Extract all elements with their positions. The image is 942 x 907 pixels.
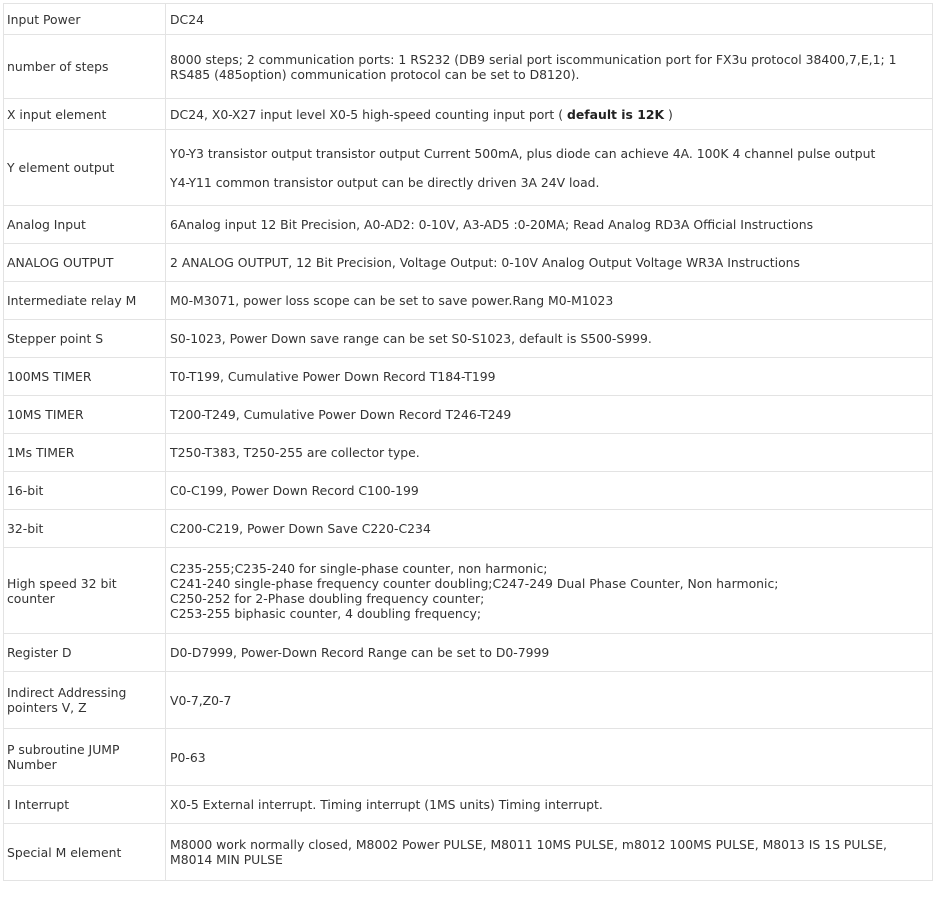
row-value xyxy=(166,396,933,434)
line-gap xyxy=(170,161,929,175)
table-row xyxy=(4,672,933,729)
row-label: 10MS TIMER xyxy=(4,396,166,434)
row-value xyxy=(166,358,933,396)
value-line: DC24 xyxy=(170,11,204,27)
value-line: C241-240 single-phase frequency counter doubling;C247-249 Dual Phase Counter, Non harmonic; xyxy=(170,575,779,591)
table-row xyxy=(4,99,933,130)
row-value xyxy=(166,434,933,472)
value-line: C0-C199, Power Down Record C100-199 xyxy=(170,483,419,498)
value-line: T250-T383, T250-255 are collector type. xyxy=(170,445,420,460)
row-label: Y element output xyxy=(4,130,166,206)
row-value xyxy=(166,320,933,358)
table-row xyxy=(4,510,933,548)
row-label: Intermediate relay M xyxy=(4,282,166,320)
row-value xyxy=(166,282,933,320)
row-value xyxy=(166,786,933,824)
value-line: P0-63 xyxy=(170,749,206,765)
row-label: Input Power xyxy=(4,4,166,35)
value-line: X0-5 External interrupt. Timing interrupt (1MS units) Timing interrupt. xyxy=(170,797,603,812)
row-label: ANALOG OUTPUT xyxy=(4,244,166,282)
value-text: DC24, X0-X27 input level X0-5 high-speed counting input port ( xyxy=(170,106,567,122)
row-value xyxy=(166,206,933,244)
row-label: 100MS TIMER xyxy=(4,358,166,396)
value-line: T0-T199, Cumulative Power Down Record T184-T199 xyxy=(170,369,496,384)
table-row xyxy=(4,358,933,396)
row-value xyxy=(166,824,933,881)
table-row xyxy=(4,396,933,434)
row-label: 1Ms TIMER xyxy=(4,434,166,472)
row-value xyxy=(166,4,933,35)
value-line: T200-T249, Cumulative Power Down Record T246-T249 xyxy=(170,407,512,422)
value-line: M0-M3071, power loss scope can be set to save power.Rang M0-M1023 xyxy=(170,293,614,308)
table-row xyxy=(4,130,933,206)
row-label: X input element xyxy=(4,99,166,130)
value-line: 2 ANALOG OUTPUT, 12 Bit Precision, Voltage Output: 0-10V Analog Output Voltage WR3A Instructions xyxy=(170,255,800,270)
row-value xyxy=(166,672,933,729)
row-label: Analog Input xyxy=(4,206,166,244)
value-line: S0-1023, Power Down save range can be set S0-S1023, default is S500-S999. xyxy=(170,331,652,346)
value-text: ) xyxy=(664,106,673,122)
table-row xyxy=(4,35,933,99)
value-line: 8000 steps; 2 communication ports: 1 RS232 (DB9 serial port iscommunication port for FX3u protocol 38400,7,E,1; 1 xyxy=(170,51,897,67)
table-row xyxy=(4,4,933,35)
row-value xyxy=(166,548,933,634)
row-value xyxy=(166,35,933,99)
row-label: P subroutine JUMP Number xyxy=(4,729,166,786)
row-value xyxy=(166,99,933,130)
row-value xyxy=(166,510,933,548)
table-row xyxy=(4,472,933,510)
row-label: I Interrupt xyxy=(4,786,166,824)
value-line: C250-252 for 2-Phase doubling frequency counter; xyxy=(170,590,485,606)
value-line: 6Analog input 12 Bit Precision, A0-AD2: 0-10V, A3-AD5 :0-20MA; Read Analog RD3A Official Instructions xyxy=(170,217,814,232)
table-row xyxy=(4,824,933,881)
value-line: M8014 MIN PULSE xyxy=(170,852,283,867)
value-line: V0-7,Z0-7 xyxy=(170,692,232,708)
table-row xyxy=(4,729,933,786)
table-row xyxy=(4,634,933,672)
row-label: Indirect Addressing pointers V, Z xyxy=(4,672,166,729)
spec-table xyxy=(3,3,933,881)
row-label: 32-bit xyxy=(4,510,166,548)
value-line: C200-C219, Power Down Save C220-C234 xyxy=(170,521,431,536)
table-row xyxy=(4,434,933,472)
value-line: Y4-Y11 common transistor output can be directly driven 3A 24V load. xyxy=(170,174,600,190)
row-label: High speed 32 bit counter xyxy=(4,548,166,634)
row-value xyxy=(166,634,933,672)
table-row xyxy=(4,786,933,824)
value-line: Y0-Y3 transistor output transistor output Current 500mA, plus diode can achieve 4A. 100K 4 channel pulse output xyxy=(170,145,876,161)
row-label: Special M element xyxy=(4,824,166,881)
value-line: C235-255;C235-240 for single-phase counter, non harmonic; xyxy=(170,560,548,576)
table-row xyxy=(4,206,933,244)
table-row xyxy=(4,548,933,634)
row-label: 16-bit xyxy=(4,472,166,510)
table-row xyxy=(4,320,933,358)
row-value xyxy=(166,130,933,206)
row-value xyxy=(166,244,933,282)
value-line: D0-D7999, Power-Down Record Range can be set to D0-7999 xyxy=(170,645,550,660)
row-label: Stepper point S xyxy=(4,320,166,358)
row-value xyxy=(166,472,933,510)
table-row xyxy=(4,282,933,320)
row-label: Register D xyxy=(4,634,166,672)
value-line: RS485 (485option) communication protocol can be set to D8120). xyxy=(170,66,580,82)
value-line: C253-255 biphasic counter, 4 doubling frequency; xyxy=(170,605,482,621)
row-label: number of steps xyxy=(4,35,166,99)
value-line: M8000 work normally closed, M8002 Power PULSE, M8011 10MS PULSE, m8012 100MS PULSE, M8013 IS 1S PULSE, xyxy=(170,837,887,852)
row-value xyxy=(166,729,933,786)
value-bold-text: default is 12K xyxy=(566,106,665,122)
table-row xyxy=(4,244,933,282)
